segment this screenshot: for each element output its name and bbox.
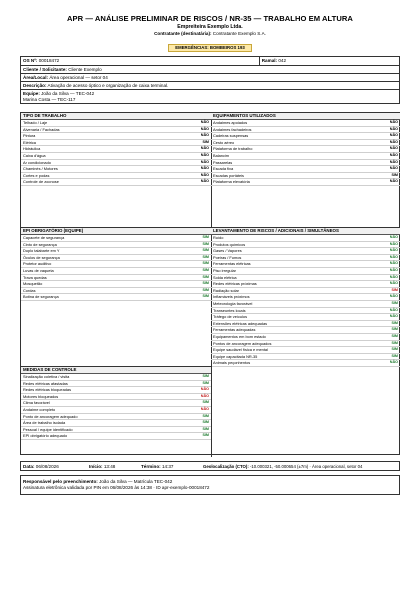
checklist-item-value: NÃO [389, 152, 398, 157]
checklist-item [21, 275, 211, 282]
checklist-item [21, 166, 211, 173]
area-row [21, 73, 399, 81]
checklist-item-label: Andaimes apoiados [213, 120, 248, 125]
checklist-item [21, 179, 211, 186]
checklist-item [211, 242, 400, 249]
tipo-trabalho-title: TIPO DE TRABALHO [21, 113, 211, 120]
checklist-item [21, 127, 211, 134]
checklist-item-label: Ponto de ancoragem adequado [23, 413, 78, 419]
checklist-item [211, 354, 400, 361]
checklist-item-value: NÃO [200, 393, 209, 398]
checklist-item-label: Área de trabalho isolada [23, 420, 66, 426]
responsible-label: Responsável pelo preenchimento: [23, 479, 98, 484]
checklist-item [21, 387, 211, 394]
checklist-item [211, 120, 400, 127]
checklist-item [21, 414, 211, 421]
checklist-item-label: Caixa d'água [23, 152, 46, 158]
checklist-item-value: SIM [391, 172, 398, 177]
start-label: Início: [89, 464, 103, 469]
checklist-item-value: NÃO [200, 146, 209, 151]
checklist-item [21, 146, 211, 153]
checklist-item-value: SIM [202, 254, 209, 259]
checklist-item-label: Cesto aéreo [213, 139, 235, 145]
responsible-value: João da Silva — Matrícula TEC-042 [99, 479, 173, 484]
checklist-item-value: SIM [202, 420, 209, 425]
checklist-item-value: NÃO [200, 120, 209, 124]
checklist-item-label: Telhado / Laje [23, 120, 48, 125]
team-label: Equipe: [23, 91, 40, 96]
checklist-item-value: NÃO [389, 254, 398, 259]
geo-label: Geolocalização (CTO): [203, 464, 249, 469]
os-number [21, 57, 260, 65]
checklist-item-value: SIM [202, 374, 209, 378]
checklist-item [21, 374, 211, 381]
checklist-item-label: Inflamáveis próximos [213, 294, 250, 300]
checklist-item [211, 341, 400, 348]
equipamentos-list [211, 120, 400, 186]
checklist-item-value: NÃO [389, 139, 398, 144]
ramal [260, 57, 399, 65]
date-label: Data: [23, 464, 35, 469]
checklist-item [21, 120, 211, 127]
checklist-item-value: SIM [202, 413, 209, 418]
checklist-item-value: NÃO [389, 166, 398, 171]
checklist-item-value: NÃO [389, 274, 398, 279]
company-name: Empreiteira Exemplo Ltda. [177, 24, 243, 30]
checklist-item [211, 288, 400, 295]
checklist-item [21, 173, 211, 180]
checklist-item [21, 255, 211, 262]
identification-box [20, 56, 400, 104]
geo-value: -10.000321, -50.000654 (±7m) · Área operacional, setor 04 [249, 464, 363, 469]
checklist-item-label: Meteorologia favorável [213, 300, 253, 306]
checklist-box [20, 112, 400, 455]
date-field [21, 464, 61, 470]
checklist-item [211, 127, 400, 134]
checklist-item [211, 268, 400, 275]
checklist-item [211, 301, 400, 308]
checklist-item-value: NÃO [389, 126, 398, 131]
checklist-item-value: SIM [391, 353, 398, 358]
checklist-item-label: Botina de segurança [23, 294, 59, 300]
checklist-item-value: SIM [202, 139, 209, 144]
checklist-item-value: NÃO [200, 126, 209, 131]
checklist-item-label: Ruído [213, 235, 224, 240]
checklist-item-value: SIM [202, 261, 209, 266]
checklist-item-value: SIM [202, 400, 209, 405]
checklist-item-label: Cortes e podas [23, 172, 50, 178]
checklist-item [21, 381, 211, 388]
checklist-item-value: NÃO [200, 387, 209, 392]
geolocation-field [201, 464, 364, 470]
timing-box [20, 461, 400, 471]
checklist-item-value: NÃO [389, 307, 398, 312]
checklist-item [211, 321, 400, 328]
os-row [21, 57, 399, 65]
equipamentos-section [211, 113, 400, 227]
checklist-item-label: Extensões elétricas adequadas [213, 320, 268, 326]
checklist-item-label: Plataforma elevatória [213, 179, 250, 185]
checklist-item [211, 146, 400, 153]
contractor-label: Contratante (destinatária): [154, 31, 212, 36]
riscos-list [211, 235, 400, 367]
os-label: OS Nº: [23, 58, 38, 63]
checklist-item [211, 347, 400, 354]
checklist-item-label: Equipe capacitada NR-35 [213, 353, 258, 359]
checklist-item-value: NÃO [389, 294, 398, 299]
checklist-item [211, 235, 400, 242]
checklist-item-value: SIM [391, 340, 398, 345]
checklist-item [211, 281, 400, 288]
checklist-item-label: Chaminés / Motores [23, 166, 58, 172]
checklist-item-value: SIM [202, 241, 209, 246]
checklist-item-value: NÃO [389, 146, 398, 151]
signature-box [20, 475, 400, 495]
start-value: 13:48 [103, 464, 116, 469]
checklist-item-value: SIM [391, 333, 398, 338]
checklist-item-value: NÃO [389, 314, 398, 319]
checklist-item-value: NÃO [389, 248, 398, 253]
checklist-item-value: NÃO [200, 172, 209, 177]
checklist-item-label: Redes elétricas próximas [213, 281, 257, 287]
checklist-item-label: Óculos de segurança [23, 254, 60, 260]
checklist-item-value: NÃO [389, 159, 398, 164]
checklist-item-label: Pintura [23, 133, 36, 139]
checklist-item-label: Passarelas [213, 159, 233, 165]
checklist-item-value: SIM [202, 433, 209, 438]
checklist-item-value: NÃO [389, 267, 398, 272]
checklist-item-value: SIM [202, 294, 209, 299]
checklist-item [21, 133, 211, 140]
checklist-item-label: Redes elétricas bloqueadas [23, 387, 72, 393]
team-member-1: João da Silva — TEC-042 [41, 91, 95, 96]
responsible-line [21, 476, 399, 485]
checklist-item [21, 294, 211, 301]
checklist-item [21, 140, 211, 147]
medidas-list [21, 374, 211, 440]
checklist-item-label: Duplo talabarte em Y [23, 248, 60, 254]
tipo-trabalho-section [21, 113, 212, 227]
os-value: 00018472 [38, 58, 60, 63]
checklist-item-value: SIM [391, 327, 398, 332]
checklist-item-value: NÃO [389, 179, 398, 184]
checklist-item-label: Hidráulica [23, 146, 41, 152]
checklist-item-value: NÃO [200, 159, 209, 164]
checklist-item-value: NÃO [200, 406, 209, 411]
checklist-item [21, 160, 211, 167]
area-label: Área/Local: [23, 75, 49, 80]
checklist-item-label: Ferramentas elétricas [213, 261, 251, 267]
checklist-item-label: Protetor auditivo [23, 261, 52, 267]
date-value: 06/08/2026 [35, 464, 59, 469]
checklist-item-value: NÃO [389, 281, 398, 286]
checklist-item [21, 281, 211, 288]
checklist-item [211, 173, 400, 180]
checklist-item-value: SIM [202, 248, 209, 253]
ramal-value: 042 [278, 58, 287, 63]
checklist-item [21, 242, 211, 249]
end-field [139, 464, 175, 470]
checklist-item-label: Poeiras / Fumos [213, 254, 242, 260]
end-label: Término: [141, 464, 161, 469]
checklist-item [21, 407, 211, 414]
checklist-item-value: NÃO [200, 166, 209, 171]
checklist-item-label: Escada fixa [213, 166, 234, 172]
checklist-item-value: SIM [202, 235, 209, 239]
checklist-item [211, 334, 400, 341]
checklist-item-value: SIM [202, 287, 209, 292]
checklist-item [211, 179, 400, 186]
client-label: Cliente / Solicitante: [23, 67, 67, 72]
checklist-item [21, 248, 211, 255]
checklist-item [21, 235, 211, 242]
checklist-item-value: SIM [202, 267, 209, 272]
checklist-item-label: Andaime completo [23, 406, 56, 412]
checklist-item-value: NÃO [200, 179, 209, 184]
checklist-item-label: Solda elétrica [213, 274, 237, 280]
checklist-item-value: SIM [391, 347, 398, 352]
checklist-item-label: Sinalização coletiva / visita [23, 374, 70, 379]
contractor-line [0, 31, 420, 36]
checklist-item [211, 360, 400, 367]
electronic-signature-line: Assinatura eletrônica validada por PIN em 06/08/2026 às 14:38 · ID apr-exemplo-00018472 [23, 485, 210, 490]
area-value: Área operacional — setor 04 [49, 75, 108, 80]
checklist-item-value: NÃO [200, 133, 209, 138]
tipo-trabalho-list [21, 120, 211, 186]
riscos-title: LEVANTAMENTO DE RISCOS / ADICIONAIS / SIMULTÂNEOS [211, 228, 400, 235]
checklist-item [211, 166, 400, 173]
end-value: 14:37 [161, 464, 174, 469]
checklist-item-label: Luvas de vaqueta [23, 267, 54, 273]
checklist-item-label: Cadeiras suspensas [213, 133, 249, 139]
document-title: APR — ANÁLISE PRELIMINAR DE RISCOS / NR-35 — TRABALHO EM ALTURA [67, 14, 353, 23]
checklist-item-value: SIM [391, 300, 398, 305]
checklist-item-label: Tráfego de veículos [213, 314, 248, 320]
checklist-item [21, 288, 211, 295]
checklist-item-label: Elétrica [23, 139, 36, 145]
checklist-item-label: Mosquetão [23, 281, 43, 287]
checklist-item-label: Animais peçonhentos [213, 360, 251, 366]
team-member-2: Marina Costa — TEC-117 [23, 97, 76, 102]
contractor-value: Contratante Exemplo S.A. [212, 31, 266, 36]
checklist-item [211, 248, 400, 255]
checklist-item-label: Equipamentos em bom estado [213, 333, 266, 339]
checklist-item-value: NÃO [200, 152, 209, 157]
checklist-item-label: EPI obrigatório adequado [23, 433, 68, 439]
checklist-item [211, 261, 400, 268]
checklist-item-label: Gases / Vapores [213, 248, 242, 254]
checklist-item-value: SIM [202, 281, 209, 286]
checklist-item-value: SIM [391, 320, 398, 325]
riscos-section [211, 227, 400, 457]
checklist-item-value: NÃO [389, 120, 398, 124]
checklist-item-label: Cinto de segurança [23, 241, 57, 247]
epi-list [21, 235, 211, 301]
checklist-item-value: NÃO [389, 241, 398, 246]
checklist-item-label: Produtos químicos [213, 241, 246, 247]
checklist-item-label: Motores bloqueados [23, 393, 59, 399]
equipamentos-title: EQUIPAMENTOS UTILIZADOS [211, 113, 400, 120]
checklist-item [21, 394, 211, 401]
checklist-item-label: Equipe saudável física e mental [213, 347, 268, 353]
checklist-item [211, 153, 400, 160]
checklist-item-value: NÃO [389, 360, 398, 365]
checklist-item-label: Clima favorável [23, 400, 50, 406]
checklist-item-label: Radiação solar [213, 287, 239, 293]
document-header [0, 14, 420, 54]
checklist-item-value: SIM [391, 287, 398, 292]
ramal-label: Ramal: [261, 58, 278, 63]
checklist-item-label: Ar condicionado [23, 159, 51, 165]
checklist-item-label: Controle de zoonose [23, 179, 59, 185]
checklist-item-value: SIM [202, 426, 209, 431]
checklist-item [211, 275, 400, 282]
checklist-item [21, 433, 211, 440]
checklist-item-value: SIM [202, 274, 209, 279]
checklist-item [21, 400, 211, 407]
description-label: Descrição: [23, 83, 47, 88]
start-field [87, 464, 117, 470]
checklist-item-value: SIM [202, 380, 209, 385]
checklist-item-value: NÃO [389, 133, 398, 138]
checklist-item [211, 140, 400, 147]
checklist-item [211, 314, 400, 321]
checklist-item [21, 153, 211, 160]
checklist-item-label: Redes elétricas afastadas [23, 380, 68, 386]
checklist-item [21, 420, 211, 427]
checklist-item-value: NÃO [389, 261, 398, 266]
checklist-item [211, 327, 400, 334]
checklist-item-label: Pontos de ancoragem adequados [213, 340, 272, 346]
checklist-item-label: Cordas [23, 287, 36, 293]
description-row [21, 81, 399, 89]
checklist-item [21, 268, 211, 275]
checklist-item [21, 427, 211, 434]
checklist-item-label: Piso irregular [213, 267, 236, 273]
checklist-item-label: Andaimes fachadeiros [213, 126, 252, 132]
checklist-item-label: Ferramentas adequadas [213, 327, 256, 333]
checklist-item-label: Escadas portáteis [213, 172, 244, 178]
checklist-item-label: Trava quedas [23, 274, 47, 280]
checklist-item [211, 133, 400, 140]
checklist-item [211, 308, 400, 315]
epi-title: EPI OBRIGATÓRIO (EQUIPE) [21, 228, 211, 235]
checklist-item-label: Plataforma de trabalho [213, 146, 253, 152]
checklist-item-value: NÃO [389, 235, 398, 239]
checklist-item-label: Capacete de segurança [23, 235, 65, 240]
description-value: Ativação de acesso óptico e organização de caixa terminal. [47, 83, 169, 88]
checklist-item-label: Balancim [213, 152, 230, 158]
medidas-title: MEDIDAS DE CONTROLE [21, 367, 211, 374]
client-value: Cliente Exemplo [68, 67, 102, 72]
checklist-item-label: Transeuntes locais [213, 307, 246, 313]
checklist-item [211, 255, 400, 262]
checklist-item-label: Alvenaria / Fachadas [23, 126, 60, 132]
client-row [21, 65, 399, 73]
checklist-item [211, 294, 400, 301]
team-row [21, 89, 399, 103]
checklist-item [211, 160, 400, 167]
checklist-item-label: Pessoal / equipe identificado [23, 426, 73, 432]
medidas-section [21, 366, 212, 457]
emergency-badge: EMERGÊNCIAS: BOMBEIROS 193 [168, 44, 251, 52]
checklist-item [21, 261, 211, 268]
